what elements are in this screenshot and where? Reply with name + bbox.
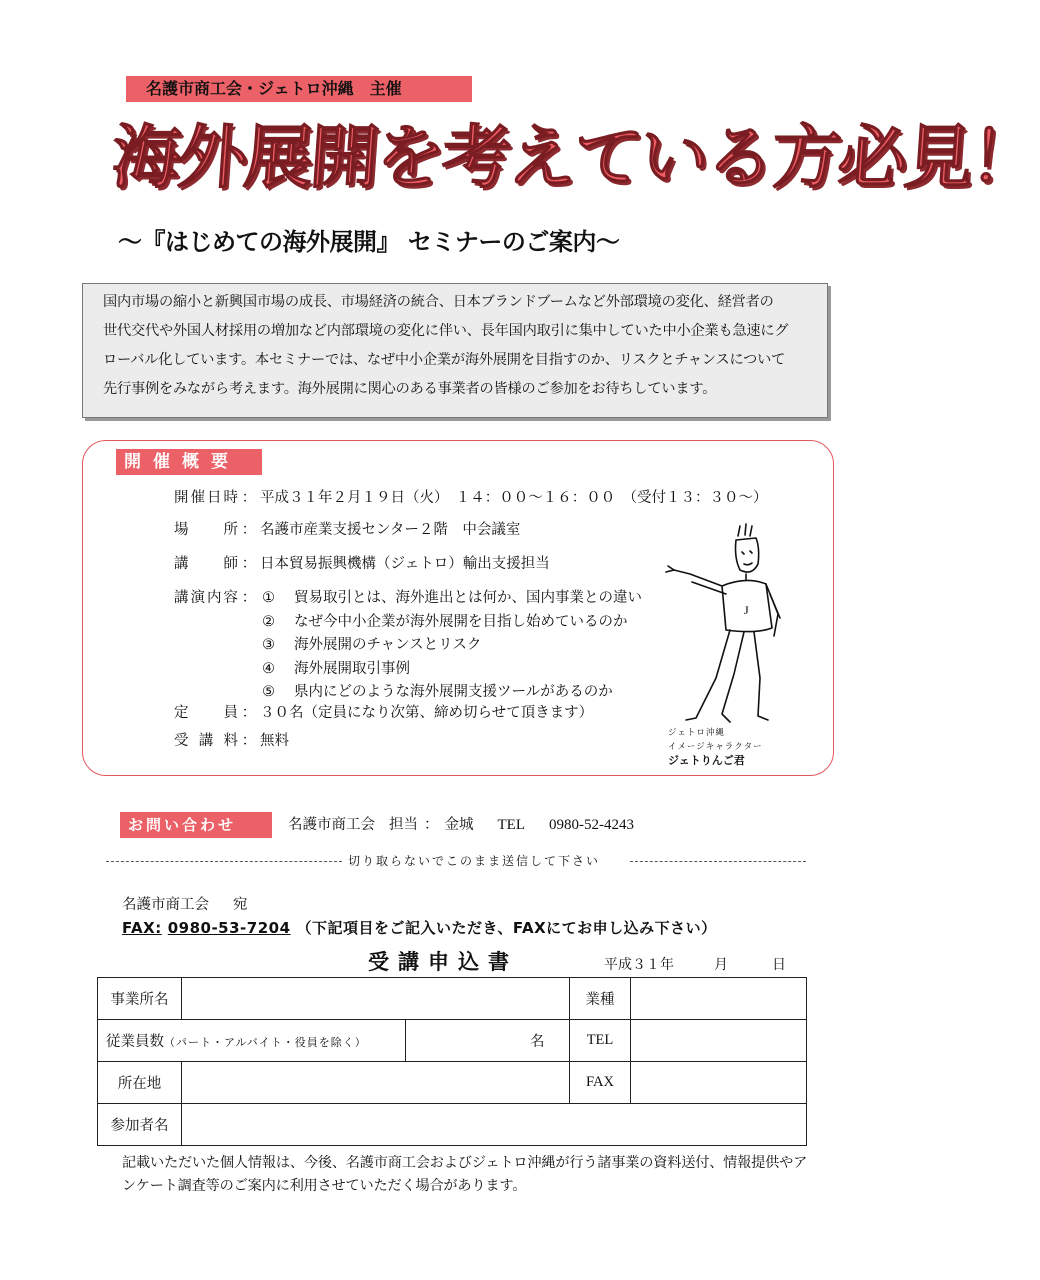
topic-number: ① xyxy=(262,590,275,606)
contact-person-label: 担当 xyxy=(389,817,418,833)
fax-label: FAX: xyxy=(122,919,162,937)
fax-field[interactable] xyxy=(631,1062,807,1104)
date-value: 平成３１年２月１９日（火） １４：００〜１６：００ （受付１３：３０〜） xyxy=(260,490,768,506)
topic-number: ④ xyxy=(262,660,275,677)
list-item xyxy=(262,634,642,658)
table-row xyxy=(98,978,807,1020)
contact-tag: お問い合わせ xyxy=(120,812,272,838)
organizer-banner: 名護市商工会・ジェトロ沖縄 主催 xyxy=(126,76,472,102)
topic-number: ③ xyxy=(262,637,275,653)
topic-text: 海外展開取引事例 xyxy=(294,660,410,677)
intro-line: 世代交代や外国人材採用の増加など内部環境の変化に伴い、長年国内取引に集中していた中小企業も急速にグ xyxy=(103,323,789,339)
application-form xyxy=(97,977,807,1146)
table-row xyxy=(98,1104,807,1146)
separator: ： xyxy=(241,522,257,538)
topic-text: 貿易取引とは、海外進出とは何か、国内事業との違い xyxy=(294,590,642,606)
fax-line xyxy=(122,917,717,938)
separator: ： xyxy=(241,705,257,721)
topic-text: 県内にどのような海外展開支援ツールがあるのか xyxy=(294,684,613,700)
list-item xyxy=(262,681,642,705)
privacy-notice: 記載いただいた個人情報は、今後、名護市商工会およびジェトロ沖縄が行う諸事業の資料送付、情報提供やアンケート調査等のご案内に利用させていただく場合があります。 xyxy=(122,1155,808,1194)
form-date-era: 平成３１年 xyxy=(604,957,674,973)
lecturer-label: 講師 xyxy=(174,556,238,572)
list-item xyxy=(262,658,642,682)
mascot-illustration xyxy=(660,518,790,730)
topic-text: なぜ今中小企業が海外展開を目指し始めているのか xyxy=(294,613,628,630)
mascot-name: ジェトりんご君 xyxy=(668,754,745,767)
topics-list xyxy=(262,587,642,705)
participant-field[interactable] xyxy=(181,1104,806,1146)
topic-number: ② xyxy=(262,613,275,630)
place-value: 名護市産業支援センター２階 中会議室 xyxy=(260,522,521,538)
table-row xyxy=(98,1020,807,1062)
contact-person: 金城 xyxy=(444,817,474,833)
fax-field-label: FAX xyxy=(569,1062,631,1104)
fee-label: 受講料 xyxy=(174,733,238,749)
intro-line: ローバル化しています。本セミナーでは、なぜ中小企業が海外展開を目指すのか、リスクとチャンスについて xyxy=(103,352,786,368)
place-row xyxy=(174,519,520,541)
table-row xyxy=(98,1062,807,1104)
summary-tag: 開催概要 xyxy=(116,449,262,475)
intro-box xyxy=(82,283,828,418)
intro-line: 国内市場の縮小と新興国市場の成長、市場経済の統合、日本ブランドブームなど外部環境の変化、経営者の xyxy=(103,294,774,310)
industry-field[interactable] xyxy=(631,978,807,1020)
contact-tel: 0980-52-4243 xyxy=(549,817,634,833)
cut-line xyxy=(106,861,342,862)
addressee-suffix: 宛 xyxy=(233,897,248,913)
list-item xyxy=(262,587,642,611)
topic-number: ⑤ xyxy=(262,684,275,700)
tel-field[interactable] xyxy=(631,1020,807,1062)
capacity-value: ３０名（定員になり次第、締め切らせて頂きます） xyxy=(260,705,594,721)
topic-text: 海外展開のチャンスとリスク xyxy=(294,637,482,653)
separator: ： xyxy=(241,556,257,572)
mascot-caption xyxy=(668,726,788,768)
separator: ： xyxy=(241,490,257,506)
intro-line: 先行事例をみながら考えます。海外展開に関心のある事業者の皆様のご参加をお待ちしています。 xyxy=(103,381,717,397)
address-field[interactable] xyxy=(181,1062,569,1104)
separator: ： xyxy=(241,733,257,749)
separator: ： xyxy=(424,817,439,833)
fee-value: 無料 xyxy=(260,733,289,749)
industry-label: 業種 xyxy=(569,978,631,1020)
employees-note: （パート・アルバイト・役員を除く） xyxy=(164,1036,367,1049)
capacity-label: 定員 xyxy=(174,705,238,721)
mascot-caption-line2: イメージキャラクター xyxy=(668,742,763,752)
fee-row xyxy=(174,730,289,752)
contact-org: 名護市商工会 xyxy=(288,817,375,833)
form-date-day: 日 xyxy=(772,957,786,973)
content-row xyxy=(174,587,260,609)
business-name-label: 事業所名 xyxy=(98,978,182,1020)
business-name-field[interactable] xyxy=(181,978,569,1020)
participant-label: 参加者名 xyxy=(98,1104,182,1146)
employees-field[interactable] xyxy=(405,1020,569,1062)
separator: ： xyxy=(241,590,257,606)
page-headline: 海外展開を考えている方必見！ xyxy=(109,118,1039,198)
mascot-shirt-letter: J xyxy=(744,603,749,617)
form-date-month: 月 xyxy=(714,957,728,973)
addressee xyxy=(122,893,248,914)
capacity-row xyxy=(174,702,593,724)
employees-label-text: 従業員数 xyxy=(106,1034,164,1050)
date-label: 開催日時 xyxy=(174,490,238,506)
employees-unit: 名 xyxy=(530,1034,545,1050)
page-subtitle: 〜『はじめての海外展開』 セミナーのご案内〜 xyxy=(118,228,620,256)
date-row xyxy=(174,487,768,509)
place-label: 場所 xyxy=(174,522,238,538)
contact-info xyxy=(288,813,648,837)
fax-number: 0980-53-7204 xyxy=(167,919,291,937)
form-date xyxy=(604,954,786,974)
mascot-caption-line1: ジェトロ沖縄 xyxy=(668,728,725,738)
cut-instruction: 切り取らないでこのまま送信して下さい xyxy=(348,854,601,868)
addressee-org: 名護市商工会 xyxy=(122,897,209,913)
employees-label xyxy=(98,1020,406,1062)
lecturer-row xyxy=(174,553,550,575)
contact-tel-label: TEL xyxy=(497,817,525,833)
tel-label: TEL xyxy=(569,1020,631,1062)
content-label: 講演内容 xyxy=(174,590,238,606)
address-label: 所在地 xyxy=(98,1062,182,1104)
lecturer-value: 日本貿易振興機構（ジェトロ）輸出支援担当 xyxy=(260,556,550,572)
form-title: 受講申込書 xyxy=(368,950,518,974)
cut-line xyxy=(630,861,806,862)
fax-note: （下記項目をご記入いただき、FAXにてお申し込み下さい） xyxy=(296,919,717,937)
list-item xyxy=(262,611,642,635)
